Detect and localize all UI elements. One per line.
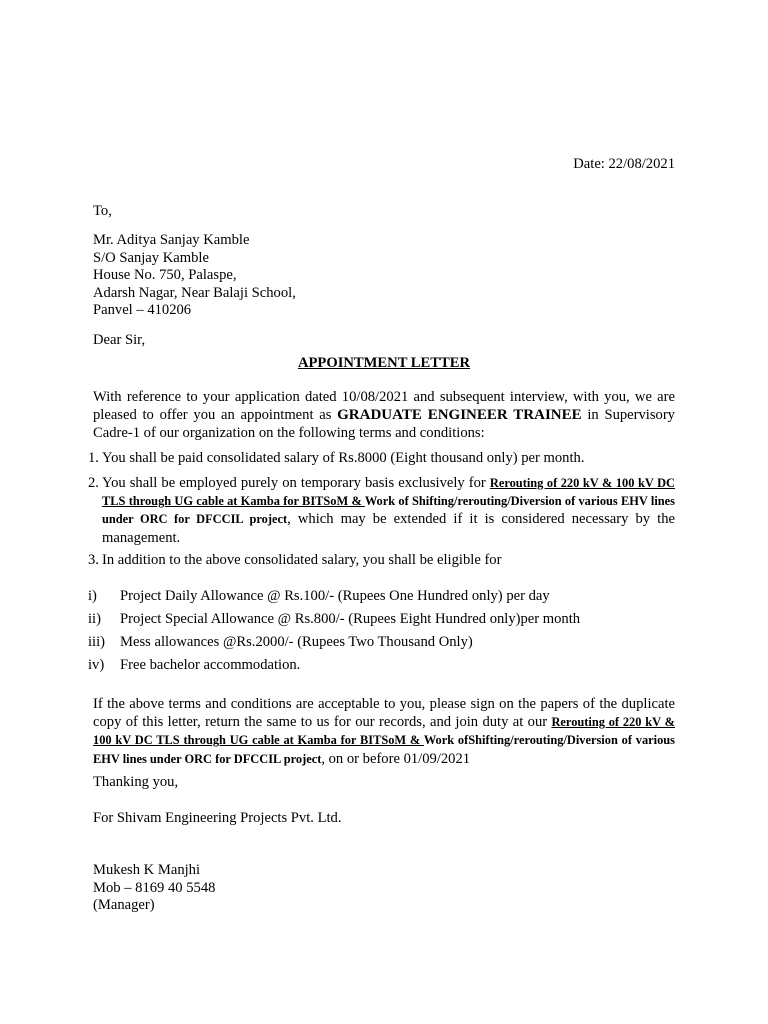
term-text: In addition to the above consolidated salary, you shall be eligible for [102,552,502,568]
term-number: 2. [88,475,99,491]
term-item [83,551,675,569]
signatory-role: (Manager) [93,897,155,914]
term-text-part: , which may be extended if it is considered necessary by the management. [102,511,675,546]
intro-text: With reference to your application dated 10/08/2021 and subsequent interview, with you, we are pleased to offer you an appointment as [93,389,675,424]
project-name-underlined: Rerouting of 220 kV & 100 kV DC TLS through UG cable at Kamba for BITSoM & [102,476,676,509]
signatory-phone: Mob – 8169 40 5548 [93,879,216,896]
greeting: Dear Sir, [93,332,146,348]
closing-text: If the above terms and conditions are acceptable to you, please sign on the papers of the duplicate copy of this letter, return the same to us for our records, and join duty at our [93,696,675,731]
letter-date: Date: 22/08/2021 [573,156,675,172]
term-text: You shall be paid consolidated salary of Rs.8000 (Eight thousand only) per month. [102,450,585,466]
position-title: GRADUATE ENGINEER TRAINEE [337,407,582,424]
allowance-number: iii) [88,634,106,650]
address-line: S/O Sanjay Kamble [93,249,209,266]
term-number: 1. [88,450,99,466]
term-item [83,474,675,547]
company-name: For Shivam Engineering Projects Pvt. Ltd. [93,810,342,826]
intro-text: in Supervisory Cadre-1 of our organization on the following terms and conditions: [93,407,675,442]
term-item [83,449,675,467]
project-name: Work of Shifting/rerouting/Diversion of various EHV lines under ORC for DFCCIL project [102,494,675,527]
allowance-item [88,633,473,651]
allowance-text: Project Special Allowance @ Rs.800/- (Rupees Eight Hundred only)per month [120,611,581,627]
address-line: Mr. Aditya Sanjay Kamble [93,232,250,248]
signatory-name: Mukesh K Manjhi [93,862,201,878]
address-line: Panvel – 410206 [93,302,192,319]
allowance-number: iv) [88,657,105,673]
recipient-salutation: To, [93,203,112,219]
allowance-item [88,587,550,605]
project-name: Work ofShifting/rerouting/Diversion of various EHV lines under ORC for DFCCIL project [93,733,675,766]
address-line: House No. 750, Palaspe, [93,267,237,284]
allowance-item [88,610,580,628]
closing-paragraph [93,695,675,768]
signatory-block [93,862,215,915]
term-text-part: You shall be employed purely on temporary basis exclusively for [102,475,490,491]
allowance-number: ii) [88,611,101,627]
term-number: 3. [88,552,99,568]
letter-title: APPOINTMENT LETTER [297,355,471,371]
project-name-underlined: Rerouting of 220 kV & 100 kV DC TLS through UG cable at Kamba for BITSoM & [93,715,675,748]
allowance-number: i) [88,588,97,604]
thanks-line: Thanking you, [93,774,179,790]
address-line: Adarsh Nagar, Near Balaji School, [93,284,296,301]
closing-text: , on or before 01/09/2021 [321,750,471,767]
term-text [102,474,675,547]
allowance-item [88,656,300,674]
allowance-text: Project Daily Allowance @ Rs.100/- (Rupees One Hundred only) per day [120,588,550,604]
recipient-address [93,232,296,320]
intro-paragraph [93,388,675,443]
allowance-text: Mess allowances @Rs.2000/- (Rupees Two Thousand Only) [120,634,473,650]
allowance-text: Free bachelor accommodation. [120,657,301,673]
